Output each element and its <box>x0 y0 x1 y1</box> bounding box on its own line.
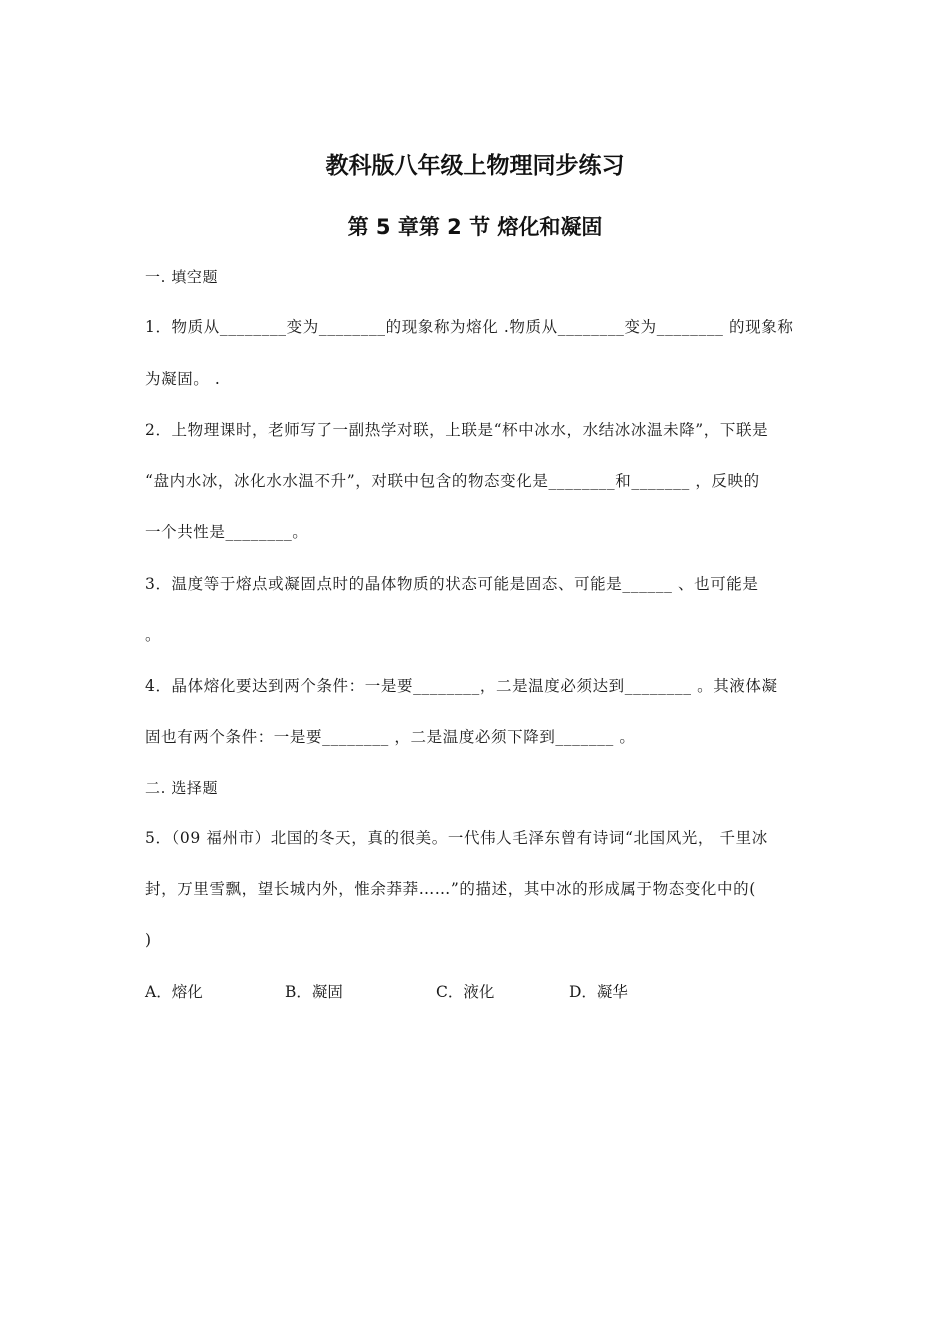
question-3-line-2: 。 <box>145 626 162 644</box>
question-5-line-1: 5．（09 福州市）北国的冬天，真的很美。一代伟人毛泽东曾有诗词“北国风光， 千里冰 <box>145 829 768 847</box>
option-a: A．熔化 <box>145 983 203 1001</box>
section-heading-multiple-choice: 二. 选择题 <box>145 779 219 797</box>
option-b: B．凝固 <box>285 983 343 1001</box>
question-1-line-1: 1．物质从________变为________的现象称为熔化 .物质从________变为________ 的现象称 <box>145 318 794 336</box>
section-heading-fill-blank: 一. 填空题 <box>145 268 219 286</box>
question-2-line-3: 一个共性是________。 <box>145 523 309 541</box>
question-4-line-2: 固也有两个条件：一是要________ ，二是温度必须下降到_______ 。 <box>145 728 636 746</box>
option-c: C．液化 <box>436 983 495 1001</box>
question-3-line-1: 3．温度等于熔点或凝固点时的晶体物质的状态可能是固态、可能是______ 、也可能是 <box>145 575 759 593</box>
question-2-line-2: “盘内水冰，冰化水水温不升”，对联中包含的物态变化是________和_______ ，反映的 <box>145 472 760 490</box>
question-2-line-1: 2．上物理课时，老师写了一副热学对联，上联是“杯中冰水，水结冰冰温未降”，下联是 <box>145 421 769 439</box>
document-title: 教科版八年级上物理同步练习 <box>325 153 625 179</box>
option-d: D．凝华 <box>569 983 628 1001</box>
question-5-line-2: 封，万里雪飘，望长城内外，惟余莽莽……”的描述，其中冰的形成属于物态变化中的( <box>145 880 756 898</box>
question-1-line-2: 为凝固。 . <box>145 370 221 388</box>
question-5-line-3: ) <box>145 931 152 949</box>
document-subtitle: 第 5 章第 2 节 熔化和凝固 <box>347 215 603 239</box>
question-4-line-1: 4．晶体熔化要达到两个条件：一是要________，二是温度必须达到________ 。其液体凝 <box>145 677 778 695</box>
